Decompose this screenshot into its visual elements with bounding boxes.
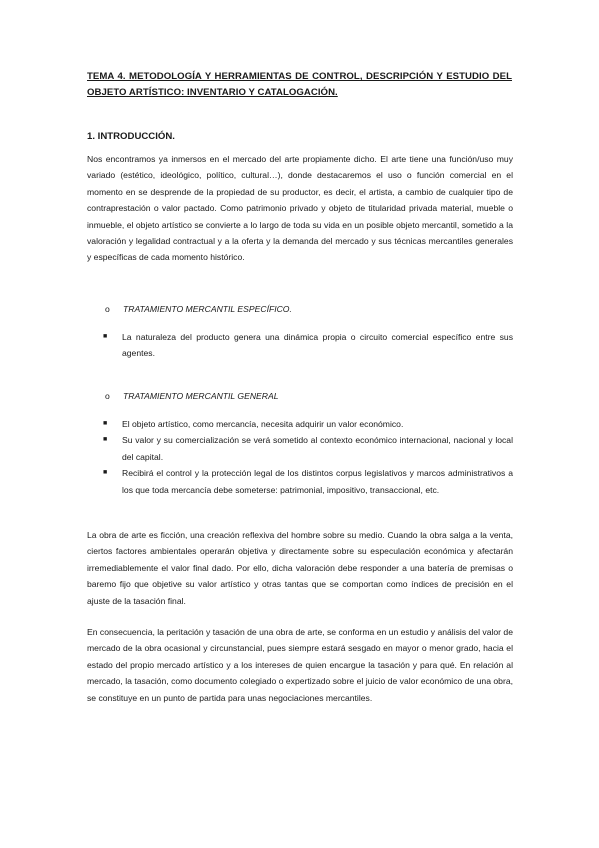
bullet-icon: ■	[103, 420, 108, 427]
document-title: TEMA 4. METODOLOGÍA Y HERRAMIENTAS DE CONTROL, DESCRIPCIÓN Y ESTUDIO DEL OBJETO ARTÍSTICO: INVENTARIO Y CATALOGACIÓN.	[87, 71, 512, 98]
bullet-icon: ■	[103, 436, 108, 444]
list-item-text: Recibirá el control y la protección legal de los distintos corpus legislativos y marcos administrativos a los que toda mercancía debe someterse: patrimonial, impositivo, transaccional, etc.	[122, 468, 513, 495]
bullet-icon: ■	[103, 333, 108, 340]
subsection-heading-general	[105, 389, 279, 403]
list-item-text: La naturaleza del producto genera una dinámica propia o circuito comercial específico entre sus agentes.	[122, 332, 513, 359]
list-item-text: El objeto artístico, como mercancía, necesita adquirir un valor económico.	[122, 419, 404, 429]
bullet-icon: ■	[103, 469, 108, 477]
list-item	[103, 416, 513, 432]
subsection-heading-text: TRATAMIENTO MERCANTIL ESPECÍFICO.	[123, 304, 292, 314]
intro-paragraph: Nos encontramos ya inmersos en el mercado del arte propiamente dicho. El arte tiene una función/uso muy variado (estético, ideológico, político, cultural…), donde destacaremos el uso o función comercial en el momento en se desprende de la propiedad de su productor, es decir, el artista, a cambio de cualquier tipo de contraprestación o valor pactado. Como patrimonio privado y objeto de titularidad privada material, mueble o inmueble, el objeto artístico se convierte a lo largo de toda su vida en un posible objeto mercantil, sometido a la valoración y legalidad contractual y a la oferta y la demanda del mercado y sus técnicas mercantiles generales y específicas de cada momento histórico.	[87, 154, 513, 263]
list-item	[103, 432, 513, 465]
paragraph-fiction: La obra de arte es ficción, una creación reflexiva del hombre sobre su medio. Cuando la obra salga a la venta, ciertos factores ambientales operarán objetiva y directamente sobre su especulación económica y afectarán irremediablemente el valor final dado. Por ello, dicha valoración debe responder a una batería de premisas o baremo fijo que objetive su valor artístico y otras tantas que se comportan como índices de precisión en el ajuste de la tasación final.	[87, 530, 513, 606]
subsection-heading-specific	[105, 302, 292, 316]
subsection-marker: o	[105, 304, 110, 314]
list-item	[103, 465, 513, 498]
subsection-heading-text: TRATAMIENTO MERCANTIL GENERAL	[123, 391, 279, 401]
bullet-list-general	[103, 416, 513, 498]
bullet-list-specific	[103, 329, 513, 362]
list-item-text: Su valor y su comercialización se verá sometido al contexto económico internacional, nacional y local del capital.	[122, 435, 513, 462]
subsection-marker: o	[105, 391, 110, 401]
section-heading: 1. INTRODUCCIÓN.	[87, 131, 175, 142]
paragraph-appraisal: En consecuencia, la peritación y tasación de una obra de arte, se conforma en un estudio y análisis del valor de mercado de la obra ocasional y circunstancial, pues siempre estará sesgado en mayor o menor grado, hacia el estado del propio mercado artístico y a los intereses de quien encargue la tasación y para qué. En relación al mercado, la tasación, como documento colegiado o expertizado sobre el juicio de valor económico de una obra, se constituye en un punto de partida para unas negociaciones mercantiles.	[87, 627, 513, 703]
list-item	[103, 329, 513, 362]
